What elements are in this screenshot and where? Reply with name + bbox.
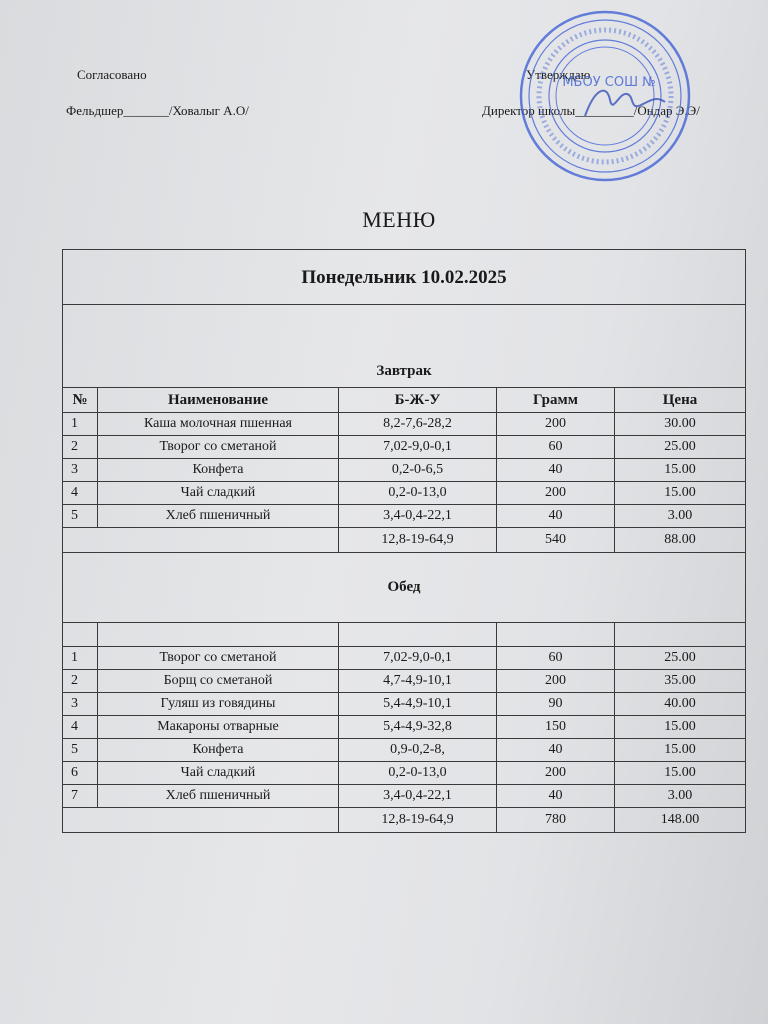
- table-row: [63, 436, 746, 459]
- cell-gram: 200: [497, 762, 615, 785]
- blank-cell: [98, 623, 339, 647]
- day-row: [63, 250, 746, 305]
- cell-price: 25.00: [615, 647, 746, 670]
- breakfast-total-row: [63, 528, 746, 553]
- blank-row: [63, 623, 746, 647]
- cell-price: 3.00: [615, 785, 746, 808]
- cell-name: Конфета: [98, 459, 339, 482]
- lunch-total-row: [63, 808, 746, 833]
- cell-no: 5: [63, 505, 98, 528]
- cell-no: 7: [63, 785, 98, 808]
- cell-gram: 40: [497, 739, 615, 762]
- cell-gram: 200: [497, 670, 615, 693]
- cell-bju: 7,02-9,0-0,1: [339, 647, 497, 670]
- cell-gram: 40: [497, 459, 615, 482]
- stamp-center-text: МБОУ СОШ №: [562, 75, 656, 90]
- table-row: [63, 739, 746, 762]
- cell-no: 3: [63, 693, 98, 716]
- cell-no: 2: [63, 436, 98, 459]
- cell-price: 40.00: [615, 693, 746, 716]
- cell-bju: 7,02-9,0-0,1: [339, 436, 497, 459]
- col-header-name: Наименование: [98, 388, 339, 413]
- blank-cell: [615, 623, 746, 647]
- lunch-section-row: [63, 553, 746, 623]
- blank-cell: [497, 623, 615, 647]
- cell-gram: 200: [497, 413, 615, 436]
- lunch-label: Обед: [63, 553, 746, 623]
- col-header-price: Цена: [615, 388, 746, 413]
- table-row: [63, 785, 746, 808]
- blank-cell: [339, 623, 497, 647]
- cell-price: 30.00: [615, 413, 746, 436]
- cell-bju: 8,2-7,6-28,2: [339, 413, 497, 436]
- breakfast-label: Завтрак: [63, 305, 746, 388]
- table-row: [63, 762, 746, 785]
- total-gram: 780: [497, 808, 615, 833]
- cell-no: 2: [63, 670, 98, 693]
- table-row: [63, 693, 746, 716]
- cell-price: 35.00: [615, 670, 746, 693]
- cell-gram: 150: [497, 716, 615, 739]
- total-gram: 540: [497, 528, 615, 553]
- col-header-bju: Б-Ж-У: [339, 388, 497, 413]
- total-bju: 12,8-19-64,9: [339, 808, 497, 833]
- cell-bju: 0,2-0-13,0: [339, 762, 497, 785]
- school-stamp: [515, 8, 695, 186]
- cell-bju: 0,9-0,2-8,: [339, 739, 497, 762]
- table-row: [63, 716, 746, 739]
- blank-cell: [63, 623, 98, 647]
- cell-bju: 0,2-0-6,5: [339, 459, 497, 482]
- approve-label: Утверждаю: [526, 67, 591, 82]
- medic-signature-line: Фельдшер_______/Ховалыг А.О/: [66, 103, 249, 118]
- cell-gram: 200: [497, 482, 615, 505]
- cell-gram: 60: [497, 647, 615, 670]
- director-signature-line: Директор школы_________/Ондар Э.Э/: [482, 103, 700, 118]
- table-row: [63, 413, 746, 436]
- cell-name: Макароны отварные: [98, 716, 339, 739]
- cell-price: 3.00: [615, 505, 746, 528]
- table-row: [63, 670, 746, 693]
- column-header-row: [63, 388, 746, 413]
- table-row: [63, 647, 746, 670]
- menu-table: [62, 249, 746, 833]
- cell-no: 1: [63, 647, 98, 670]
- total-bju: 12,8-19-64,9: [339, 528, 497, 553]
- total-price: 88.00: [615, 528, 746, 553]
- cell-no: 1: [63, 413, 98, 436]
- cell-bju: 5,4-4,9-10,1: [339, 693, 497, 716]
- cell-name: Чай сладкий: [98, 762, 339, 785]
- col-header-gram: Грамм: [497, 388, 615, 413]
- cell-price: 15.00: [615, 459, 746, 482]
- cell-name: Хлеб пшеничный: [98, 785, 339, 808]
- cell-price: 15.00: [615, 482, 746, 505]
- cell-bju: 4,7-4,9-10,1: [339, 670, 497, 693]
- total-price: 148.00: [615, 808, 746, 833]
- cell-gram: 60: [497, 436, 615, 459]
- cell-price: 15.00: [615, 762, 746, 785]
- menu-title: МЕНЮ: [362, 207, 436, 232]
- cell-no: 6: [63, 762, 98, 785]
- table-row: [63, 459, 746, 482]
- total-empty-cell: [63, 528, 339, 553]
- cell-no: 4: [63, 482, 98, 505]
- cell-name: Чай сладкий: [98, 482, 339, 505]
- cell-name: Конфета: [98, 739, 339, 762]
- cell-name: Гуляш из говядины: [98, 693, 339, 716]
- cell-gram: 90: [497, 693, 615, 716]
- cell-name: Хлеб пшеничный: [98, 505, 339, 528]
- cell-price: 15.00: [615, 739, 746, 762]
- cell-name: Борщ со сметаной: [98, 670, 339, 693]
- agreed-label: Согласовано: [77, 67, 147, 82]
- col-header-no: №: [63, 388, 98, 413]
- cell-price: 15.00: [615, 716, 746, 739]
- cell-name: Каша молочная пшенная: [98, 413, 339, 436]
- cell-price: 25.00: [615, 436, 746, 459]
- table-row: [63, 505, 746, 528]
- cell-no: 5: [63, 739, 98, 762]
- breakfast-section-row: [63, 305, 746, 388]
- day-title: Понедельник 10.02.2025: [63, 250, 746, 305]
- cell-bju: 0,2-0-13,0: [339, 482, 497, 505]
- cell-bju: 3,4-0,4-22,1: [339, 785, 497, 808]
- table-row: [63, 482, 746, 505]
- cell-bju: 5,4-4,9-32,8: [339, 716, 497, 739]
- cell-gram: 40: [497, 505, 615, 528]
- cell-bju: 3,4-0,4-22,1: [339, 505, 497, 528]
- total-empty-cell: [63, 808, 339, 833]
- cell-gram: 40: [497, 785, 615, 808]
- cell-no: 4: [63, 716, 98, 739]
- cell-name: Творог со сметаной: [98, 647, 339, 670]
- cell-name: Творог со сметаной: [98, 436, 339, 459]
- cell-no: 3: [63, 459, 98, 482]
